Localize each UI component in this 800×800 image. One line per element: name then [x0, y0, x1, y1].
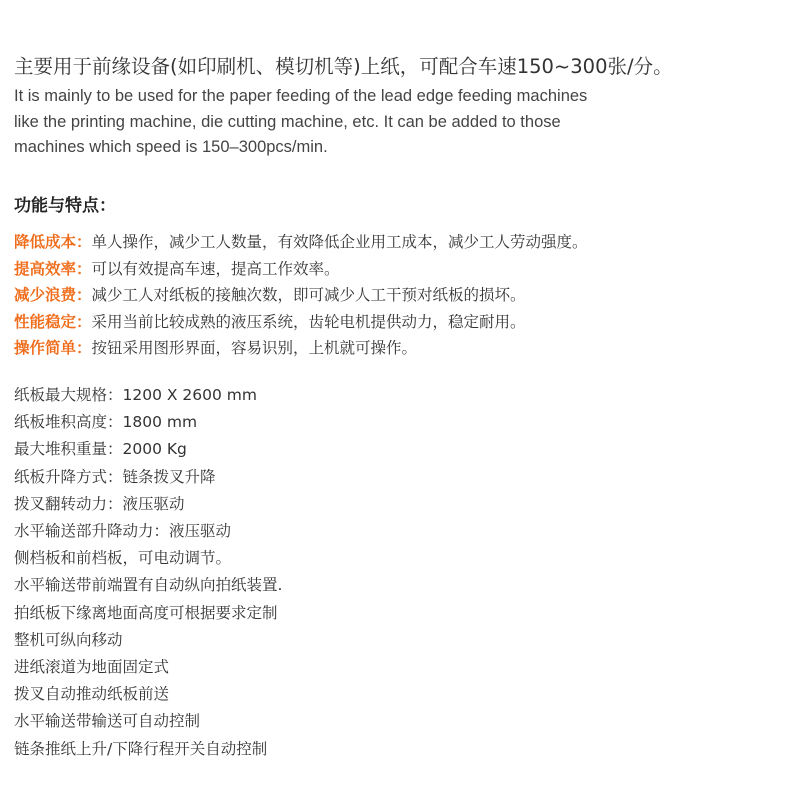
feature-label: 减少浪费： — [14, 286, 92, 304]
spec-item: 水平输送部升降动力：液压驱动 — [14, 522, 232, 541]
spec-item: 链条推纸上升/下降行程开关自动控制 — [14, 739, 268, 758]
feature-label: 降低成本： — [14, 233, 92, 251]
features-list — [14, 229, 588, 362]
feature-label: 提高效率： — [14, 259, 92, 278]
spec-item: 纸板升降方式：链条拨叉升降 — [14, 467, 216, 486]
feature-text: 减少工人对纸板的接触次数，即可减少人工干预对纸板的损坏。 — [91, 286, 526, 304]
intro-english-line: machines which speed is 150–300pcs/min. — [14, 138, 328, 156]
spec-item: 纸板最大规格：1200 X 2600 mm — [14, 386, 257, 404]
feature-text: 可以有效提高车速，提高工作效率。 — [91, 259, 340, 278]
feature-text: 按钮采用图形界面，容易识别，上机就可操作。 — [91, 339, 418, 357]
intro-chinese-text: 主要用于前缘设备(如印刷机、模切机等)上纸，可配合车速150~300张/分。 — [14, 55, 673, 78]
feature-item — [14, 256, 588, 283]
feature-label: 性能稳定： — [14, 312, 92, 331]
spec-item: 拨叉翻转动力：液压驱动 — [14, 494, 185, 513]
intro-english-text — [14, 84, 794, 161]
feature-item — [14, 229, 588, 256]
spec-item: 整机可纵向移动 — [14, 630, 123, 649]
spec-item: 拨叉自动推动纸板前送 — [14, 685, 170, 704]
feature-item — [14, 309, 588, 336]
feature-label: 操作简单： — [14, 339, 92, 357]
spec-item: 纸板堆积高度：1800 mm — [14, 413, 198, 432]
section-title: 功能与特点： — [14, 196, 116, 216]
spec-item: 水平输送带输送可自动控制 — [14, 712, 201, 731]
intro-english-line: It is mainly to be used for the paper feeding of the lead edge feeding machines — [14, 87, 588, 105]
feature-text: 单人操作，减少工人数量，有效降低企业用工成本，减少工人劳动强度。 — [91, 233, 588, 251]
feature-item — [14, 335, 588, 362]
specs-list — [14, 382, 282, 763]
intro-english-line: like the printing machine, die cutting machine, etc. It can be added to those — [14, 112, 561, 131]
spec-item: 拍纸板下缘离地面高度可根据要求定制 — [14, 603, 278, 622]
feature-item — [14, 282, 588, 309]
spec-item: 侧档板和前档板，可电动调节。 — [14, 549, 232, 568]
feature-text: 采用当前比较成熟的液压系统，齿轮电机提供动力，稳定耐用。 — [91, 312, 526, 331]
spec-item: 进纸滚道为地面固定式 — [14, 658, 170, 677]
spec-item: 最大堆积重量：2000 Kg — [14, 440, 187, 459]
spec-item: 水平输送带前端置有自动纵向拍纸装置. — [14, 576, 283, 595]
